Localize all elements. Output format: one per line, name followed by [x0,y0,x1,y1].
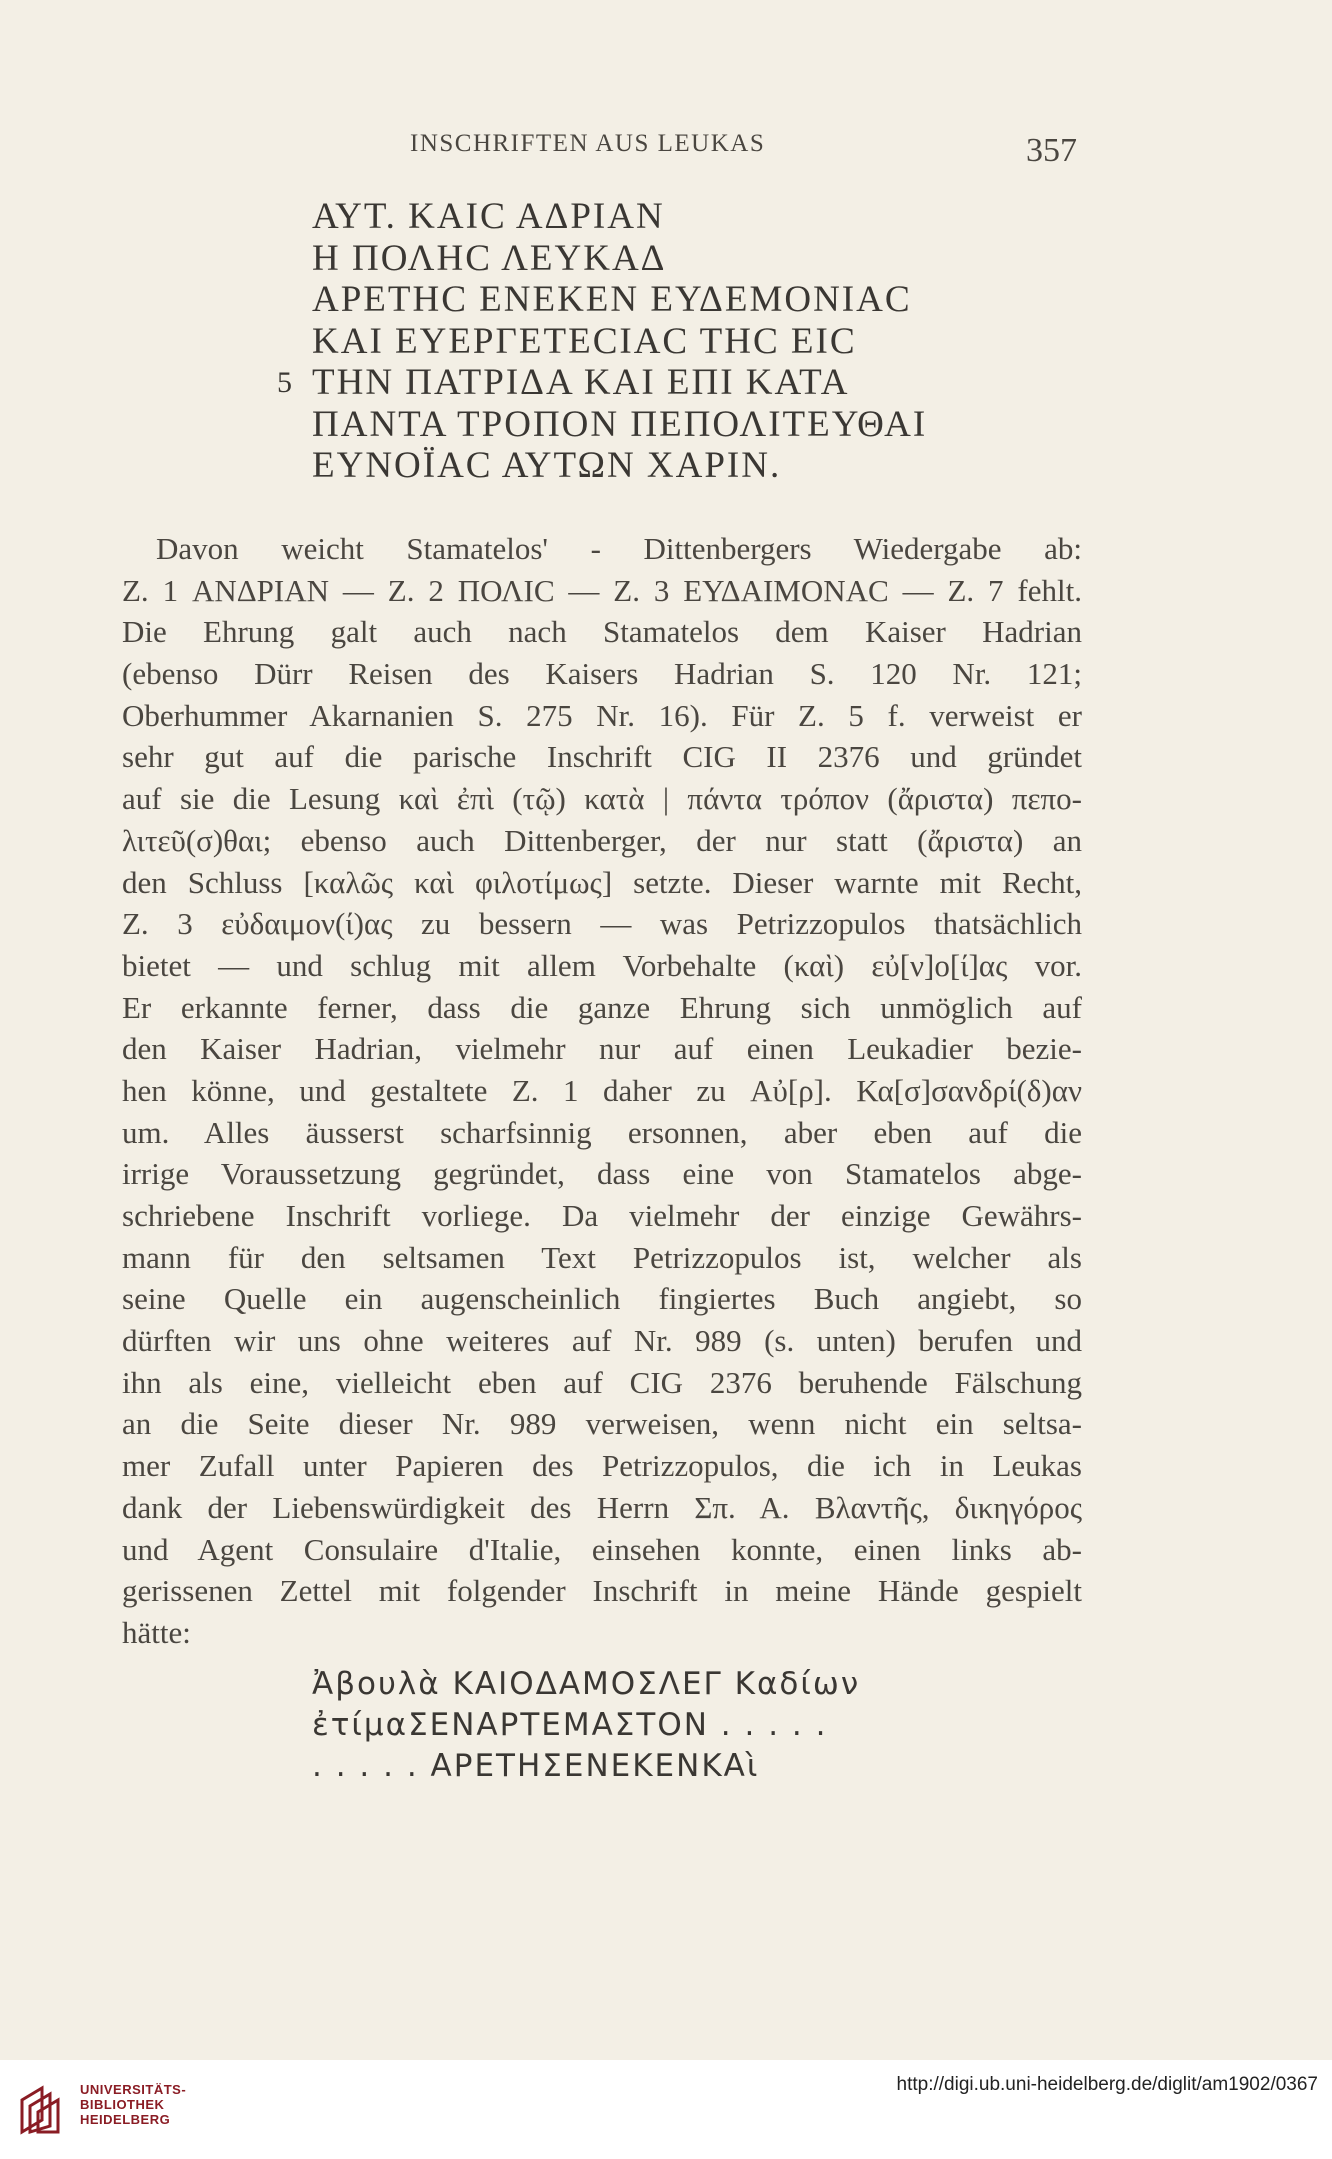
text-line: gerissenen Zettel mit folgender Inschrift in meine Hände gespielt [122,1573,1082,1609]
text-line: Oberhummer Akarnanien S. 275 Nr. 16). Für Z. 5 f. verweist er [122,697,1082,733]
library-name [80,2082,186,2127]
text-line: Z. 3 εὐδαιμον(ί)ας zu bessern — was Petrizzopulos thatsächlich [122,906,1082,942]
text-line: seine Quelle ein augenscheinlich fingiertes Buch angiebt, so [122,1281,1082,1317]
library-logo-icon [14,2080,74,2140]
inscription-text: ΠΑΝΤΑ ΤΡΟΠΟΝ ΠΕΠΟΛΙΤΕΥΘΑΙ [312,403,928,445]
fragment-line: . . . . . ΑΡΕΤΗΣΕΝΕΚΕΝΚΑὶ [312,1748,760,1784]
library-name-line: UNIVERSITÄTS- [80,2082,187,2097]
text-line: ihn als eine, vielleicht eben auf CIG 2376 beruhende Fälschung [122,1364,1082,1400]
inscription-text: ΕΥΝΟΪΑϹ ΑΥΤΩΝ ΧΑΡΙΝ. [312,445,782,486]
text-line: Er erkannte ferner, dass die ganze Ehrung sich unmöglich auf [122,989,1082,1025]
inscription-text: ΚΑΙ ΕΥΕΡΓΕΤΕϹΙΑϹ ΤΗϹ ΕΙϹ [312,320,857,362]
text-line: mer Zufall unter Papieren des Petrizzopulos, die ich in Leukas [122,1448,1082,1484]
fragment-inscription [312,1664,860,1787]
source-url-link[interactable]: http://digi.ub.uni-heidelberg.de/diglit/am1902/0367 [896,2074,1318,2095]
text-line: Die Ehrung galt auch nach Stamatelos dem Kaiser Hadrian [122,614,1082,650]
text-line: und Agent Consulaire d'Italie, einsehen konnte, einen links ab- [122,1531,1082,1567]
text-line: auf sie die Lesung καὶ ἐπὶ (τῷ) κατὰ | πάντα τρόπον (ἄριστα) πεπο- [122,781,1082,817]
running-head: INSCHRIFTEN AUS LEUKAS [410,130,766,157]
fragment-line: Ἀβουλὰ ΚΑΙΟΔΑΜΟΣΛΕΓ Καδίων [312,1666,861,1702]
text-line: hätte: [122,1614,191,1650]
library-name-line: HEIDELBERG [80,2112,171,2127]
line-number: 5 [277,366,294,399]
library-name-line: BIBLIOTHEK [80,2097,165,2112]
text-line: um. Alles äusserst scharfsinnig ersonnen, aber eben auf die [122,1114,1082,1150]
text-line: mann für den seltsamen Text Petrizzopulos ist, welcher als [122,1239,1082,1275]
text-line: bietet — und schlug mit allem Vorbehalte (καὶ) εὐ[ν]ο[ί]ας vor. [122,947,1082,983]
commentary-paragraph [122,528,1082,1654]
fragment-line: ἐτίμαΣΕΝΑΡΤΕΜΑΣΤΟΝ . . . . . [312,1707,828,1743]
inscription-text: ΑΡΕΤΗϹ ΕΝΕΚΕΝ ΕΥΔΕΜΟΝΙΑϹ [312,279,912,320]
text-line: dürften wir uns ohne weiteres auf Nr. 989 (s. unten) berufen und [122,1323,1082,1359]
inscription-text: ΤΗΝ ΠΑΤΡΙΔΑ ΚΑΙ ΕΠΙ ΚΑΤΑ [312,362,850,403]
text-line: Davon weicht Stamatelos' - Dittenbergers Wiedergabe ab: [156,531,1082,566]
text-line: schriebene Inschrift vorliege. Da vielmehr der einzige Gewährs- [122,1198,1082,1233]
text-line: irrige Voraussetzung gegründet, dass eine von Stamatelos abge- [122,1156,1082,1192]
text-line: den Schluss [καλῶς καὶ φιλοτίμως] setzte. Dieser warnte mit Recht, [122,864,1082,900]
text-line: den Kaiser Hadrian, vielmehr nur auf einen Leukadier bezie- [122,1031,1082,1067]
footer-bar [0,2060,1332,2159]
page-number: 357 [1026,132,1077,169]
text-line: sehr gut auf die parische Inschrift CIG II 2376 und gründet [122,739,1082,775]
text-line: dank der Liebenswürdigkeit des Herrn Σπ. Α. Βλαντῆς, δικηγόρος [122,1489,1082,1525]
text-line: Z. 1 ΑΝΔΡΙΑΝ — Z. 2 ΠΟΛΙϹ — Z. 3 ΕΥΔΑΙΜΟΝΑϹ — Z. 7 fehlt. [122,572,1082,608]
inscription-text: ΑΥΤ. ΚΑΙϹ ΑΔΡΙΑΝ [312,196,665,237]
inscription-text: Η ΠΟΛΗϹ ΛΕΥΚΑΔ [312,237,667,279]
text-line: an die Seite dieser Nr. 989 verweisen, wenn nicht ein seltsa- [122,1406,1082,1442]
text-line: hen könne, und gestaltete Z. 1 daher zu Αὐ[ρ]. Κα[σ]σανδρί(δ)αν [122,1072,1082,1108]
text-line: λιτεῦ(σ)θαι; ebenso auch Dittenberger, der nur statt (ἄριστα) an [122,822,1082,858]
text-line: (ebenso Dürr Reisen des Kaisers Hadrian S. 120 Nr. 121; [122,656,1082,692]
